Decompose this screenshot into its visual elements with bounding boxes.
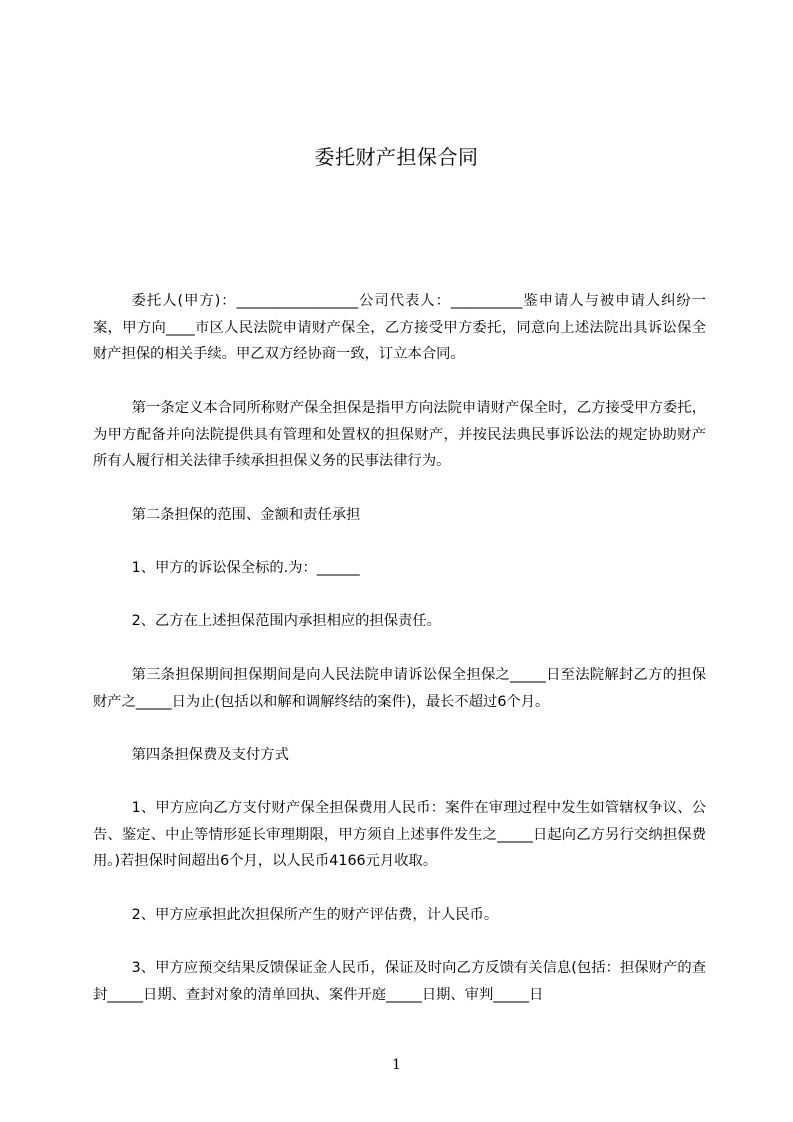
paragraph-article-4-heading: 第四条担保费及支付方式	[131, 747, 289, 763]
paragraph-article-2-heading: 第二条担保的范围、金额和责任承担	[131, 507, 361, 523]
paragraph-article-2-item-2: 2、乙方在上述担保范围内承担相应的担保责任。	[131, 613, 441, 629]
paragraph-preamble: 委托人(甲方)：_________________公司代表人：__________鉴申请人与被申请人纠纷一案，甲方向____市区人民法院申请财产保全，乙方接受甲方委托，同意向上述法院出具诉讼保全财产担保的相关手续。甲乙双方经协商一致，订立本合同。	[93, 293, 706, 363]
paragraph-article-4-item-3: 3、甲方应预交结果反馈保证金人民币，保证及时向乙方反馈有关信息(包括：担保财产的查封_____日期、查封对象的清单回执、案件开庭_____日期、审判_____日	[93, 960, 706, 1003]
document-title: 委托财产担保合同	[314, 145, 479, 169]
paragraph-article-2-item-1: 1、甲方的诉讼保全标的.为：______	[131, 560, 360, 576]
paragraph-article-1: 第一条定义本合同所称财产保全担保是指甲方向法院申请财产保全时，乙方接受甲方委托，为甲方配备并向法院提供具有管理和处置权的担保财产，并按民法典民事诉讼法的规定协助财产所有人履行相关法律手续承担担保义务的民事法律行为。	[93, 400, 706, 470]
paragraph-article-3: 第三条担保期间担保期间是向人民法院申请诉讼保全担保之_____日至法院解封乙方的担保财产之_____日为止(包括以和解和调解终结的案件)，最长不超过6个月。	[93, 667, 706, 710]
paragraph-article-4-item-1: 1、甲方应向乙方支付财产保全担保费用人民币：案件在审理过程中发生如管辖权争议、公告、鉴定、中止等情形延长审理期限，甲方须自上述事件发生之_____日起向乙方另行交纳担保费用。)若担保时间超出6个月，以人民币4166元月收取。	[93, 800, 706, 870]
page-number: 1	[392, 1057, 401, 1073]
paragraph-article-4-item-2: 2、甲方应承担此次担保所产生的财产评估费，计人民币。	[131, 907, 499, 923]
